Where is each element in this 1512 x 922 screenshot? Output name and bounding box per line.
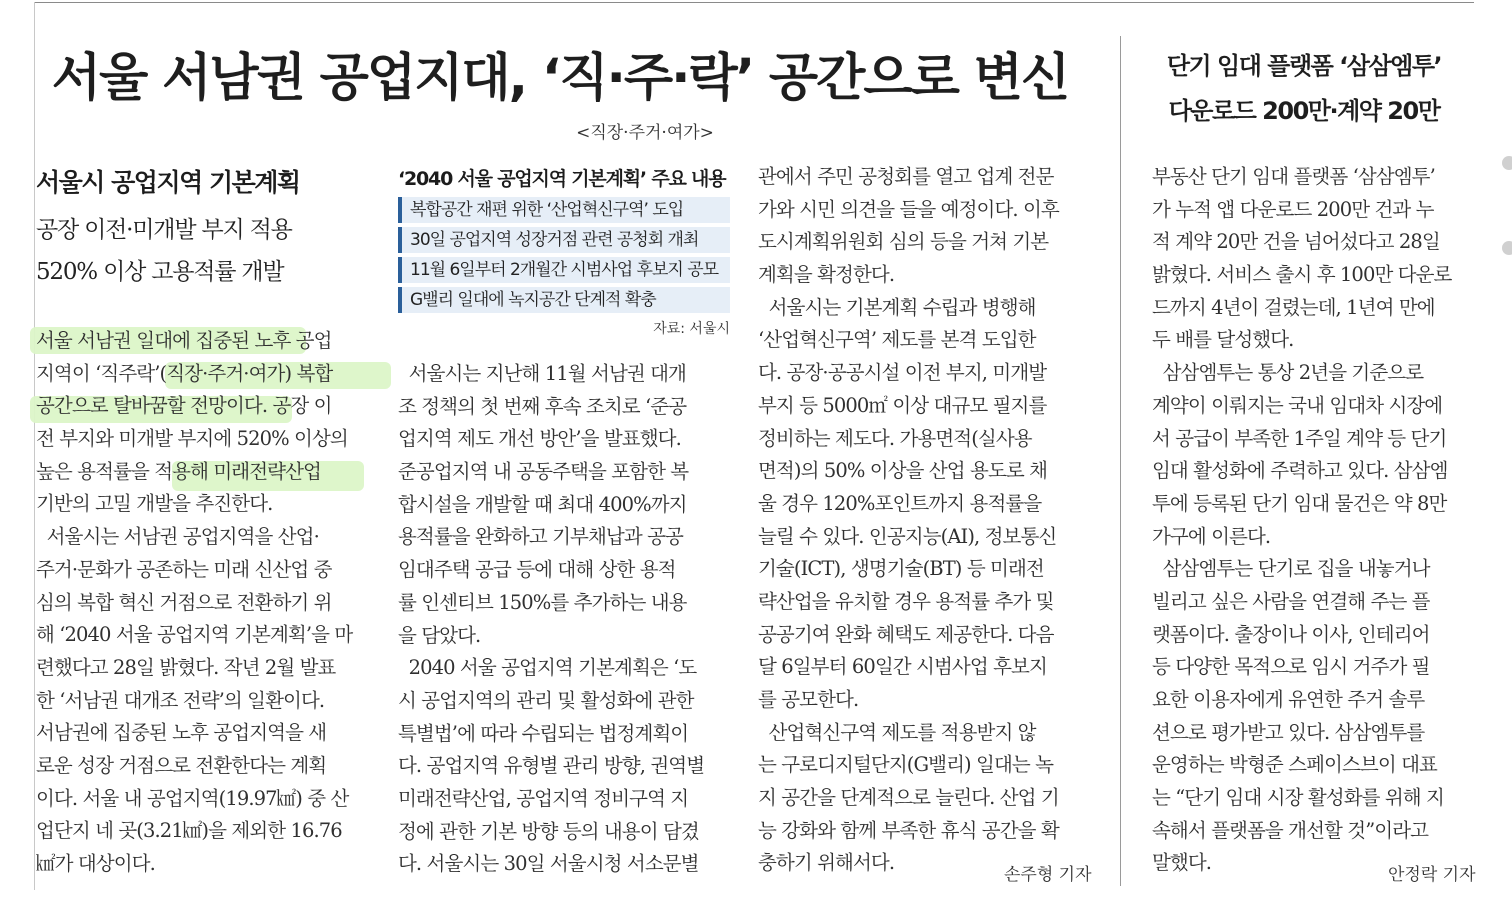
text-line: 높은 용적률을 적용해 미래전략산업: [36, 459, 321, 483]
text-line: 공간으로 탈바꿈할 전망이다. 공장 이: [36, 394, 332, 418]
text-line: 미래전략산업, 공업지역 정비구역 지: [398, 786, 689, 810]
text-line: 늘릴 수 있다. 인공지능(AI), 정보통신: [758, 524, 1057, 548]
text-line: 서울시는 지난해 11월 서남권 대개: [398, 362, 686, 385]
text-line: 관에서 주민 공청회를 열고 업계 전문: [758, 165, 1054, 188]
text-line: 삼삼엠투는 통상 2년을 기준으로: [1152, 361, 1424, 385]
text-line: 2040 서울 공업지역 기본계획은 ‘도: [398, 656, 697, 680]
text-line: 임대주택 공급 등에 대해 상한 용적: [398, 558, 676, 582]
text-line: 드까지 4년이 걸렸는데, 1년여 만에: [1152, 295, 1435, 319]
text-line: 빌리고 싶은 사람을 연결해 주는 플: [1152, 589, 1430, 613]
text-line: 특별법’에 따라 수립되는 법정계획이: [398, 721, 689, 745]
text-line: 시 공업지역의 관리 및 활성화에 관한: [398, 688, 694, 712]
text-line: 부지 등 5000㎡ 이상 대규모 필지를: [758, 393, 1047, 417]
side-headline-line-2: 다운로드 200만·계약 20만: [1168, 97, 1440, 125]
side-article-body: [1152, 161, 1477, 880]
text-line: 랫폼이다. 출장이나 이사, 인테리어: [1152, 622, 1430, 646]
text-line: 서울시는 기본계획 수립과 병행해: [758, 295, 1036, 319]
text-line: ㎢가 대상이다.: [36, 852, 155, 875]
text-line: ‘산업혁신구역’ 제도를 본격 도입한: [758, 328, 1036, 352]
text-line: 부동산 단기 임대 플랫폼 ‘삼삼엠투’: [1152, 165, 1435, 188]
text-line: 울 경우 120%포인트까지 용적률을: [758, 491, 1042, 515]
text-line: 다. 공업지역 유형별 관리 방향, 권역별: [398, 754, 705, 778]
text-line: 합시설을 개발할 때 최대 400%까지: [398, 492, 687, 516]
info-box-item: 11월 6일부터 2개월간 시범사업 후보지 공모: [398, 257, 730, 283]
text-line: 션으로 평가받고 있다. 삼삼엠투를: [1152, 720, 1425, 744]
text-line: 적 계약 20만 건을 넘어섰다고 28일: [1152, 230, 1440, 254]
text-line: 서남권에 집중된 노후 공업지역을 새: [36, 721, 327, 745]
text-line: 는 구로디지털단지(G밸리) 일대는 녹: [758, 753, 1054, 777]
text-line: 주거·문화가 공존하는 미래 신산업 중: [36, 557, 332, 581]
text-line: 심의 복합 혁신 거점으로 전환하기 위: [36, 590, 332, 614]
text-line: 산업혁신구역 제도를 적용받지 않: [758, 720, 1036, 744]
info-box-title: ‘2040 서울 공업지역 기본계획’ 주요 내용: [398, 168, 726, 190]
text-line: 로운 성장 거점으로 전환한다는 계획: [36, 753, 327, 777]
column-divider: [1120, 36, 1121, 886]
text-line: 투에 등록된 단기 임대 물건은 약 8만: [1152, 491, 1447, 515]
text-line: 용적률을 완화하고 기부채납과 공공: [398, 525, 683, 549]
text-line: 밝혔다. 서비스 출시 후 100만 다운로: [1152, 263, 1452, 287]
text-line: 계약이 이뤄지는 국내 임대차 시장에: [1152, 393, 1443, 417]
page-edge-mark: [1502, 156, 1512, 170]
text-line: 업지역 제도 개선 방안’을 발표했다.: [398, 427, 681, 451]
page-edge-mark: [1502, 241, 1512, 255]
info-box-source: 자료: 서울시: [653, 321, 730, 337]
text-line: 삼삼엠투는 단기로 집을 내놓거나: [1152, 557, 1430, 581]
section-label: 서울시 공업지역 기본계획: [36, 168, 300, 197]
text-line: 가구에 이른다.: [1152, 524, 1271, 548]
text-line: 한 ‘서남권 대개조 전략’의 일환이다.: [36, 688, 325, 712]
text-line: 서울시는 서남권 공업지역을 산업·: [36, 525, 319, 549]
text-line: 을 담았다.: [398, 623, 481, 647]
text-line: 업단지 네 곳(3.21㎢)을 제외한 16.76: [36, 819, 342, 843]
text-line: 운영하는 박형준 스페이스브이 대표: [1152, 753, 1437, 777]
text-line: 면적)의 50% 이상을 산업 용도로 채: [758, 459, 1048, 483]
text-line: 요한 이용자에게 유연한 주거 솔루: [1152, 688, 1425, 711]
text-line: 계획을 확정한다.: [758, 263, 895, 287]
text-line: 가와 시민 의견을 들을 예정이다. 이후: [758, 197, 1059, 221]
info-box-item: 30일 공업지역 성장거점 관련 공청회 개최: [398, 227, 730, 253]
text-line: 서 공급이 부족한 1주일 계약 등 단기: [1152, 426, 1447, 450]
text-line: 기술(ICT), 생명기술(BT) 등 미래전: [758, 557, 1044, 581]
text-line: 정비하는 제도다. 가용면적(실사용: [758, 426, 1032, 450]
article-column-3: [758, 161, 1090, 880]
info-box: [398, 197, 730, 317]
text-line: 이다. 서울 내 공업지역(19.97㎢) 중 산: [36, 786, 349, 810]
text-line: 달 6일부터 60일간 시범사업 후보지: [758, 655, 1047, 679]
text-line: 다. 공장·공공시설 이전 부지, 미개발: [758, 361, 1047, 385]
text-line: 해 ‘2040 서울 공업지역 기본계획’을 마: [36, 623, 353, 647]
info-box-item: 복합공간 재편 위한 ‘산업혁신구역’ 도입: [398, 197, 730, 223]
article-column-2: [398, 358, 730, 881]
text-line: 가 누적 앱 다운로드 200만 건과 누: [1152, 197, 1434, 221]
text-line: 조 정책의 첫 번째 후속 조치로 ‘준공: [398, 394, 687, 418]
text-line: 등 다양한 목적으로 임시 거주가 필: [1152, 655, 1430, 679]
text-line: 련했다고 28일 밝혔다. 작년 2월 발표: [36, 655, 336, 679]
text-line: 말했다.: [1152, 851, 1212, 875]
headline-subtitle: <직장·주거·여가>: [576, 123, 714, 143]
side-byline: 안정락 기자: [1388, 865, 1476, 885]
text-line: 기반의 고밀 개발을 추진한다.: [36, 492, 273, 516]
text-line: 공공기여 완화 혜택도 제공한다. 다음: [758, 622, 1054, 646]
text-line: 임대 활성화에 주력하고 있다. 삼삼엠: [1152, 459, 1448, 483]
text-line: 략산업을 유치할 경우 용적률 추가 및: [758, 589, 1054, 613]
text-line: 지역이 ‘직주락’(직장·주거·여가) 복합: [36, 361, 333, 385]
top-rule: [34, 2, 1474, 3]
text-line: 충하기 위해서다.: [758, 851, 895, 875]
text-line: 준공업지역 내 공동주택을 포함한 복: [398, 460, 689, 484]
text-line: 지 공간을 단계적으로 늘린다. 산업 기: [758, 786, 1059, 810]
text-line: 두 배를 달성했다.: [1152, 328, 1294, 352]
text-line: 률 인센티브 150%를 추가하는 내용: [398, 590, 687, 614]
text-line: 는 “단기 임대 시장 활성화를 위해 지: [1152, 786, 1444, 810]
article-column-1: [36, 325, 368, 881]
text-line: 정에 관한 기본 방향 등의 내용이 담겼: [398, 819, 699, 843]
deck-line-1: 공장 이전·미개발 부지 적용: [36, 217, 292, 243]
deck-line-2: 520% 이상 고용적률 개발: [36, 259, 284, 285]
side-headline-line-1: 단기 임대 플랫폼 ‘삼삼엠투’: [1166, 52, 1442, 80]
text-line: 다. 서울시는 30일 서울시청 서소문별: [398, 852, 699, 876]
text-line: 를 공모한다.: [758, 688, 859, 711]
text-line: 서울 서남권 일대에 집중된 노후 공업: [36, 329, 332, 352]
text-line: 속해서 플랫폼을 개선할 것”이라고: [1152, 818, 1429, 842]
info-box-item: G밸리 일대에 녹지공간 단계적 확충: [398, 287, 730, 313]
text-line: 전 부지와 미개발 부지에 520% 이상의: [36, 427, 348, 451]
headline: 서울 서남권 공업지대, ‘직·주·락’ 공간으로 변신: [51, 49, 1069, 108]
text-line: 능 강화와 함께 부족한 휴식 공간을 확: [758, 818, 1059, 842]
byline: 손주형 기자: [1004, 865, 1092, 885]
text-line: 도시계획위원회 심의 등을 거쳐 기본: [758, 230, 1049, 254]
